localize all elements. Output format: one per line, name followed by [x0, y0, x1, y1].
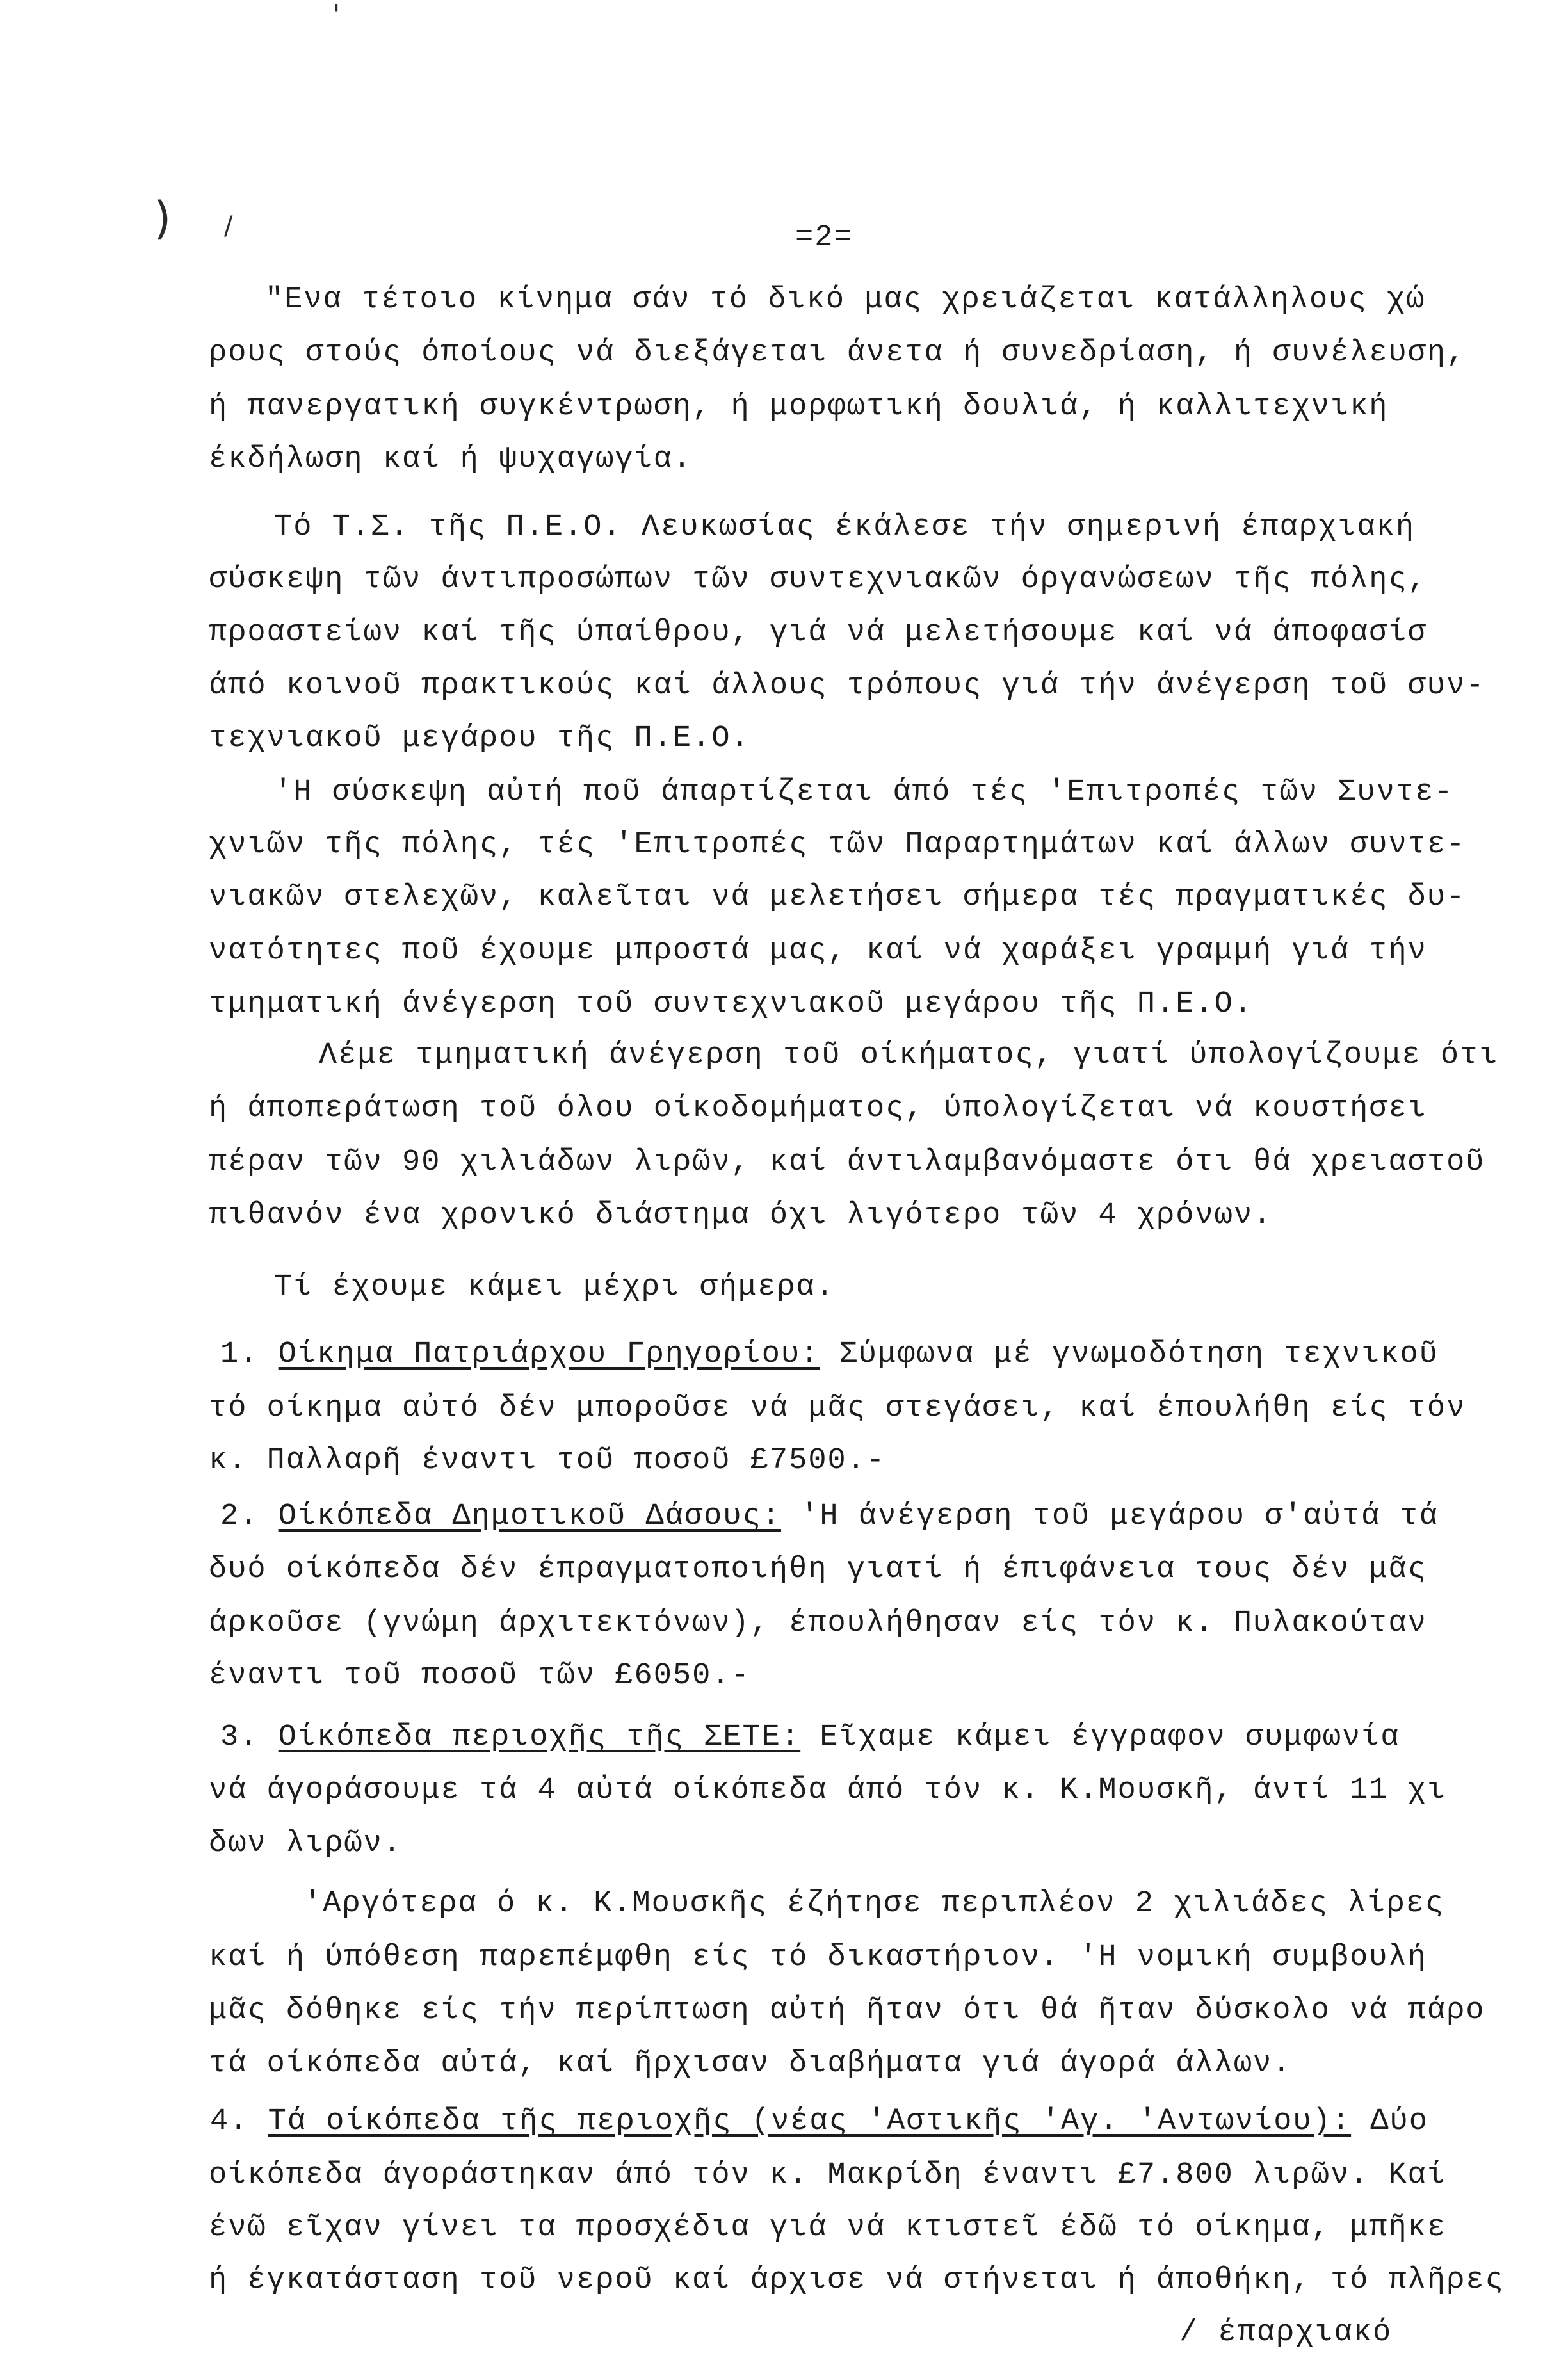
text-line: κ. Παλλαρῆ έναντι τοῦ ποσοῦ £7500.- [209, 1444, 886, 1478]
text-line: τά οίκόπεδα αὐτά, καί ῆρχισαν διαβήματα γιά άγορά άλλων. [209, 2047, 1292, 2081]
text-line: τεχνιακοῦ μεγάρου τῆς Π.Ε.Ο. [209, 722, 750, 756]
text-line: τό οίκημα αὐτό δέν μποροῦσε νά μᾶς στεγάσει, καί έπουλήθη είς τόν [209, 1391, 1466, 1425]
item-number: 3. [220, 1720, 259, 1754]
text-line: πιθανόν ένα χρονικό διάστημα όχι λιγότερο τῶν 4 χρόνων. [209, 1199, 1273, 1233]
item-heading: Τά οίκόπεδα τῆς περιοχῆς (νέας 'Αστικῆς 'Αγ. 'Αντωνίου): [268, 2105, 1352, 2138]
text-line: Δύο [1370, 2105, 1428, 2138]
text-line: ή άποπεράτωση τοῦ όλου οίκοδομήματος, ύπολογίζεται νά κουστήσει [209, 1092, 1427, 1126]
item-number: 1. [220, 1338, 259, 1371]
text-line: νιακῶν στελεχῶν, καλεῖται νά μελετήσει σήμερα τές πραγματικές δυ- [209, 880, 1466, 914]
text-line: ρους στούς όποίους νά διεξάγεται άνετα ή συνεδρίαση, ή συνέλευση, [209, 336, 1466, 370]
text-line: άπό κοινοῦ πρακτικούς καί άλλους τρόπους γιά τήν άνέγερση τοῦ συν- [209, 669, 1485, 703]
text-line: καί ή ύπόθεση παρεπέμφθη είς τό δικαστήριον. 'Η νομική συμβουλή [209, 1941, 1427, 1975]
margin-mark: ' [333, 0, 340, 29]
text-line: Λέμε τμηματική άνέγερση τοῦ οίκήματος, γιατί ύπολογίζουμε ότι [319, 1039, 1499, 1072]
text-line: Σύμφωνα μέ γνωμοδότηση τεχνικοῦ [839, 1338, 1439, 1371]
text-line: "Ενα τέτοιο κίνημα σάν τό δικό μας χρειάζεται κατάλληλους χώ [265, 283, 1426, 317]
text-line: ένῶ εῖχαν γίνει τα προσχέδια γιά νά κτιστεῖ έδῶ τό οίκημα, μπῆκε [209, 2211, 1447, 2245]
text-line: ή έγκατάσταση τοῦ νεροῦ καί άρχισε νά στήνεται ή άποθήκη, τό πλῆρες [209, 2263, 1505, 2297]
list-item-1 [220, 1339, 1439, 1370]
text-line: μᾶς δόθηκε είς τήν περίπτωση αὐτή ῆταν ότι θά ῆταν δύσκολο νά πάρο [209, 1994, 1485, 2028]
text-line: σύσκεψη τῶν άντιπροσώπων τῶν συντεχνιακῶν όργανώσεων τῆς πόλης, [209, 563, 1427, 597]
text-line: έκδήλωση καί ή ψυχαγωγία. [209, 442, 693, 476]
list-item-4 [210, 2106, 1428, 2137]
text-line: προαστείων καί τῆς ύπαίθρου, γιά νά μελετήσουμε καί νά άποφασίσ [209, 616, 1427, 650]
item-heading: Οίκόπεδα περιοχῆς τῆς ΣΕΤΕ: [278, 1720, 801, 1754]
text-line: νά άγοράσουμε τά 4 αὐτά οίκόπεδα άπό τόν κ. Κ.Μουσκῆ, άντί 11 χι [209, 1774, 1447, 1807]
text-line: έναντι τοῦ ποσοῦ τῶν £6050.- [209, 1659, 750, 1693]
catchword: / έπαρχιακό [1179, 2316, 1393, 2350]
text-line: πέραν τῶν 90 χιλιάδων λιρῶν, καί άντιλαμβανόμαστε ότι θά χρειαστοῦ [209, 1145, 1485, 1179]
text-line: ή πανεργατική συγκέντρωση, ή μορφωτική δουλιά, ή καλλιτεχνική [209, 390, 1389, 424]
text-line: Τό Τ.Σ. τῆς Π.Ε.Ο. Λευκωσίας έκάλεσε τήν σημερινή έπαρχιακή [274, 510, 1416, 544]
item-heading: Οίκόπεδα Δημοτικοῦ Δάσους: [278, 1499, 781, 1533]
text-line: 'Η σύσκεψη αὐτή ποῦ άπαρτίζεται άπό τές 'Επιτροπές τῶν Συντε- [274, 775, 1454, 809]
item-number: 2. [220, 1499, 259, 1533]
text-line: 'Η άνέγερση τοῦ μεγάρου σ'αὐτά τά [800, 1499, 1439, 1533]
page-number: =2= [795, 221, 853, 255]
item-number: 4. [210, 2105, 249, 2138]
text-line: οίκόπεδα άγοράστηκαν άπό τόν κ. Μακρίδη έναντι £7.800 λιρῶν. Καί [209, 2158, 1447, 2192]
text-line: δων λιρῶν. [209, 1827, 403, 1861]
text-line: 'Αργότερα ό κ. Κ.Μουσκῆς έζήτησε περιπλέον 2 χιλιάδες λίρες [303, 1887, 1445, 1921]
list-item-2 [220, 1501, 1439, 1532]
text-line: τμηματική άνέγερση τοῦ συντεχνιακοῦ μεγάρου τῆς Π.Ε.Ο. [209, 987, 1254, 1021]
margin-mark: ) [154, 192, 172, 245]
text-line: δυό οίκόπεδα δέν έπραγματοποιήθη γιατί ή έπιφάνεια τους δέν μᾶς [209, 1553, 1427, 1587]
item-heading: Οίκημα Πατριάρχου Γρηγορίου: [278, 1338, 820, 1371]
text-line: άρκοῦσε (γνώμη άρχιτεκτόνων), έπουλήθησαν είς τόν κ. Πυλακούταν [209, 1606, 1427, 1640]
text-line: Τί έχουμε κάμει μέχρι σήμερα. [274, 1270, 835, 1304]
list-item-3 [220, 1722, 1400, 1752]
margin-mark: / [224, 211, 233, 241]
text-line: χνιῶν τῆς πόλης, τές 'Επιτροπές τῶν Παραρτημάτων καί άλλων συντε- [209, 828, 1466, 862]
text-line: νατότητες ποῦ έχουμε μπροστά μας, καί νά χαράξει γραμμή γιά τήν [209, 934, 1427, 968]
text-line: Εῖχαμε κάμει έγγραφον συμφωνία [820, 1720, 1400, 1754]
